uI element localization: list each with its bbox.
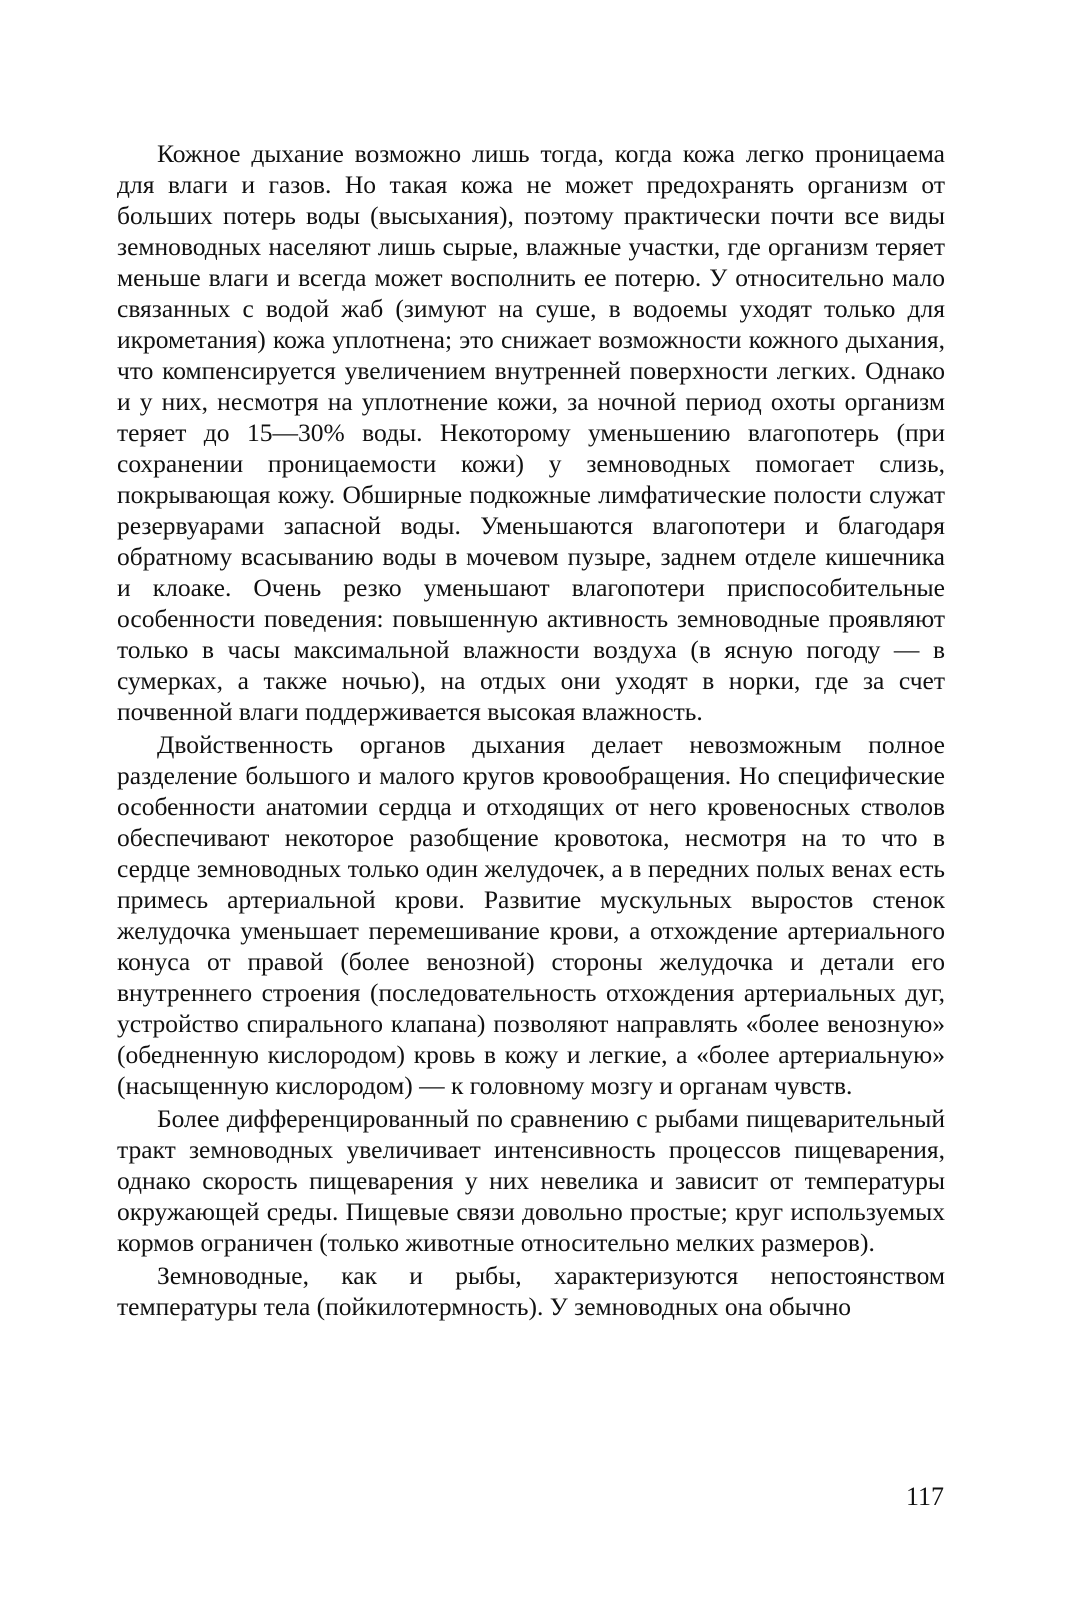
paragraph-digestion: Более дифференцированный по сравнению с рыбами пищеварительный тракт земноводных увеличивает интенсивность процессов пищеварения, однако скорость пищеварения у них невелика и зависит от температуры окружающей среды. Пищевые связи довольно простые; круг используемых кормов ограничен (только животные относительно мелких размеров). (117, 1104, 945, 1257)
page-body (117, 138, 945, 1322)
paragraph-skin-respiration: Кожное дыхание возможно лишь тогда, когда кожа легко проницаема для влаги и газов. Но такая кожа не может предохранять организм от больших потерь воды (высыхания), поэтому практически почти все виды земноводных населяют лишь сырые, влажные участки, где организм теряет меньше влаги и всегда может восполнить ее потерю. У относительно мало связанных с водой жаб (зимуют на суше, в водоемы уходят только для икрометания) кожа уплотнена; это снижает возможности кожного дыхания, что компенсируется увеличением внутренней поверхности легких. Однако и у них, несмотря на уплотнение кожи, за ночной период охоты организм теряет до 15—30% воды. Некоторому уменьшению влагопотерь (при сохранении проницаемости кожи) у земноводных помогает слизь, покрывающая кожу. Обширные подкожные лимфатические полости служат резервуарами запасной воды. Уменьшаются влагопотери и благодаря обратному всасыванию воды в мочевом пузыре, заднем отделе кишечника и клоаке. Очень резко уменьшают влагопотери приспособительные особенности поведения: повышенную активность земноводные проявляют только в часы максимальной влажности воздуха (в ясную погоду — в сумерках, а также ночью), на отдых они уходят в норки, где за счет почвенной влаги поддерживается высокая влажность. (117, 139, 945, 726)
paragraph-circulation: Двойственность органов дыхания делает невозможным полное разделение большого и малого кругов кровообращения. Но специфические особенности анатомии сердца и отходящих от него кровеносных стволов обеспечивают некоторое разобщение кровотока, несмотря на то что в сердце земноводных только один желудочек, а в передних полых венах есть примесь артериальной крови. Развитие мускульных выростов стенок желудочка уменьшает перемешивание крови, а отхождение артериального конуса от правой (более венозной) стороны желудочка и детали его внутреннего строения (последовательность отхождения артериальных дуг, устройство спирального клапана) позволяют направлять «более венозную» (обедненную кислородом) кровь в кожу и легкие, а «более артериальную» (насыщенную кислородом) — к головному мозгу и органам чувств. (117, 730, 945, 1100)
page-number: 117 (905, 1482, 944, 1511)
paragraph-body-temperature: Земноводные, как и рыбы, характеризуются непостоянством температуры тела (пойкилотермность). У земноводных она обычно (117, 1261, 945, 1321)
